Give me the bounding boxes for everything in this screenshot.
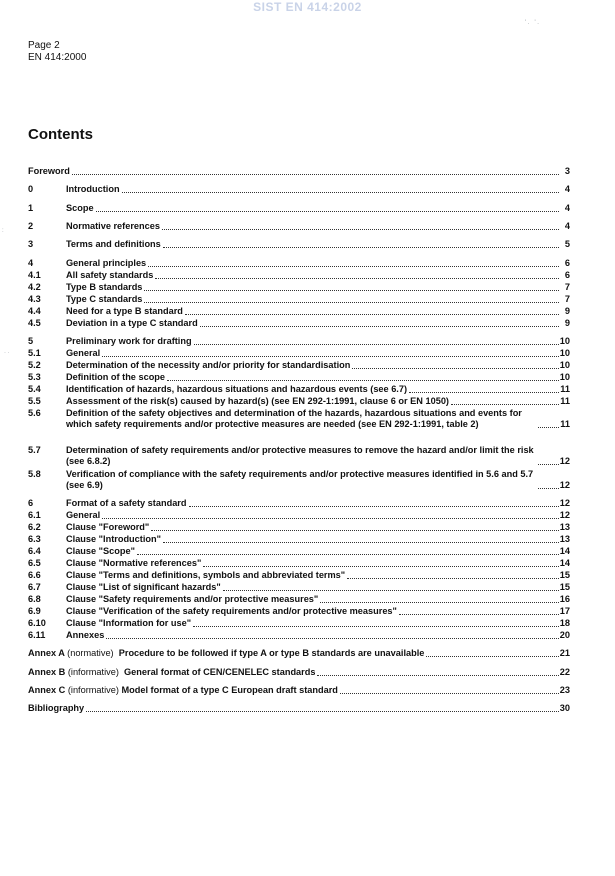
toc-entry-number: 5.4 [28,384,41,394]
toc-entry-page: 12 [559,510,570,520]
toc-entry[interactable] [28,384,570,395]
toc-entry-number: 1 [28,203,34,213]
toc-entry[interactable] [28,318,570,329]
toc-entry-number: 6.5 [28,558,41,568]
toc-entry-page: 10 [559,372,570,382]
toc-entry[interactable] [28,546,570,557]
toc-entry-page: 13 [559,522,570,532]
toc-entry-page: 14 [559,558,570,568]
dot-leader [185,314,559,315]
dot-leader [163,542,559,543]
toc-entry-page: 11 [560,384,570,394]
toc-entry-page: 5 [564,239,570,249]
toc-entry-number: 6.3 [28,534,41,544]
toc-annex-c[interactable] [28,685,570,696]
toc-entry-page: 23 [559,685,570,695]
toc-entry-number: 4.1 [28,270,41,280]
toc-entry-number: 0 [28,184,34,194]
dot-leader [148,266,559,267]
toc-entry[interactable] [28,558,570,569]
toc-entry[interactable] [28,294,570,305]
toc-entry-page: 15 [559,582,570,592]
dot-leader [203,566,558,567]
toc-entry-number: 5.5 [28,396,41,406]
toc-entry-page: 22 [559,667,570,677]
toc-entry[interactable] [28,184,570,195]
toc-entry[interactable] [28,166,570,177]
toc-entry-number: 5.6 [28,408,41,418]
dot-leader [340,693,559,694]
dot-leader [144,302,559,303]
toc-entry-title: Identification of hazards, hazardous situations and hazardous events (see 6.7) [66,384,408,394]
toc-entry-page: 15 [559,570,570,580]
toc-entry-number: 4 [28,258,34,268]
dot-leader [426,656,558,657]
toc-entry-number: 5.8 [28,469,41,479]
toc-bibliography[interactable] [28,703,570,714]
dot-leader [122,192,559,193]
toc-entry-page: 14 [559,546,570,556]
dot-leader [137,554,559,555]
annex-label: Annex A (normative) Procedure to be followed if type A or type B standards are unavailable [28,648,425,658]
toc-entry-page: 4 [564,221,570,231]
toc-entry-title: Terms and definitions [66,239,161,249]
toc-entry[interactable] [28,282,570,293]
toc-entry-number: 6 [28,498,34,508]
toc-entry-title: Clause "Scope" [66,546,135,556]
toc-entry-title: Clause "Introduction" [66,534,161,544]
toc-entry-page: 6 [564,270,570,280]
dot-leader [72,174,559,175]
toc-entry-title: Annexes [66,630,105,640]
toc-entry-title: Normative references [66,221,160,231]
toc-entry[interactable] [28,606,570,617]
annex-label: Annex C (informative) Model format of a type C European draft standard [28,685,338,695]
dot-leader [86,711,559,712]
toc-entry-number: 4.4 [28,306,41,316]
dot-leader [193,626,559,627]
toc-entry[interactable] [28,258,570,269]
dot-leader [538,464,559,465]
toc-entry-page: 9 [564,318,570,328]
toc-entry[interactable] [28,469,570,491]
page-number: Page 2 [28,40,60,51]
dot-leader [163,247,559,248]
dot-leader [167,380,559,381]
toc-entry-title: Introduction [66,184,120,194]
toc-entry-page: 6 [564,258,570,268]
scan-artifact: · · [4,350,10,356]
toc-entry-number: 5.2 [28,360,41,370]
toc-entry-page: 11 [560,419,570,429]
toc-entry-number: 6.1 [28,510,41,520]
toc-entry-page: 10 [559,336,570,346]
toc-entry-number: 4.3 [28,294,41,304]
toc-entry-page: 30 [559,703,570,713]
annex-label: Annex B (informative) General format of CEN/CENELEC standards [28,667,316,677]
toc-entry-number: 5.3 [28,372,41,382]
toc-entry-title: General principles [66,258,147,268]
toc-entry-title: Clause "Safety requirements and/or protective measures" [66,594,319,604]
toc-entry-page: 16 [559,594,570,604]
toc-entry-page: 12 [559,456,570,466]
dot-leader [538,427,559,428]
toc-entry-page: 4 [564,203,570,213]
toc-entry-number: 6.9 [28,606,41,616]
dot-leader [162,229,559,230]
dot-leader [409,392,559,393]
toc-entry-number: 6.10 [28,618,46,628]
toc-entry-page: 17 [559,606,570,616]
toc-entry-number: 6.6 [28,570,41,580]
toc-entry-page: 13 [559,534,570,544]
toc-entry-number: 5.7 [28,445,41,455]
toc-entry-title: Definition of the scope [66,372,166,382]
toc-entry-title: Type B standards [66,282,143,292]
dot-leader [144,290,559,291]
dot-leader [151,530,559,531]
toc-entry-number: 6.4 [28,546,41,556]
dot-leader [352,368,558,369]
toc-entry-title: Determination of the necessity and/or priority for standardisation [66,360,351,370]
toc-entry-page: 10 [559,360,570,370]
toc-entry-number: 5 [28,336,34,346]
toc-entry-page: 12 [559,480,570,490]
dot-leader [155,278,559,279]
toc-entry[interactable] [28,510,570,521]
scan-artifact: : [2,228,4,234]
standard-id: EN 414:2000 [28,52,87,63]
toc-entry[interactable] [28,221,570,232]
dot-leader [538,488,559,489]
toc-entry[interactable] [28,618,570,629]
toc-entry-number: 2 [28,221,34,231]
dot-leader [102,356,559,357]
toc-entry-page: 3 [564,166,570,176]
toc-entry[interactable] [28,534,570,545]
dot-leader [96,211,559,212]
toc-entry-page: 7 [564,294,570,304]
toc-entry-title: General [66,510,101,520]
toc-entry-title: Clause "Information for use" [66,618,192,628]
toc-entry-title: Definition of the safety objectives and determination of the hazards, hazardous situations and events for which safety requirements and/or protective measures are needed (see EN 292-1:1991, table 2) [66,408,522,429]
toc-entry-title: Clause "Terms and definitions, symbols and abbreviated terms" [66,570,346,580]
dot-leader [451,404,559,405]
toc-entry[interactable] [28,594,570,605]
toc-entry-page: 7 [564,282,570,292]
dot-leader [347,578,559,579]
toc-entry[interactable] [28,582,570,593]
toc-entry-number: 4.5 [28,318,41,328]
toc-entry[interactable] [28,445,570,467]
dot-leader [317,675,558,676]
toc-entry-title: All safety standards [66,270,154,280]
toc-entry-number: 6.8 [28,594,41,604]
toc-entry-title: Clause "List of significant hazards" [66,582,221,592]
dot-leader [189,506,559,507]
dot-leader [194,344,559,345]
toc-entry-page: 11 [560,396,570,406]
toc-entry[interactable] [28,336,570,347]
toc-entry[interactable] [28,360,570,371]
toc-entry-page: 9 [564,306,570,316]
toc-entry-title: Format of a safety standard [66,498,187,508]
toc-entry[interactable] [28,498,570,509]
toc-entry-title: Verification of compliance with the safety requirements and/or protective measures identified in 5.6 and 5.7 (see 6.9) [66,469,534,490]
toc-entry-title: Preliminary work for drafting [66,336,192,346]
toc-entry[interactable] [28,570,570,581]
toc-entry-page: 21 [559,648,570,658]
toc-entry-title: General [66,348,101,358]
toc-entry-number: 6.11 [28,630,46,640]
toc-annex-b[interactable] [28,667,570,678]
toc-entry-number: 3 [28,239,34,249]
toc-entry-number: 4.2 [28,282,41,292]
watermark: SIST EN 414:2002 [253,0,362,14]
toc-entry[interactable] [28,372,570,383]
toc-entry[interactable] [28,396,570,407]
toc-entry-page: 12 [559,498,570,508]
toc-entry-title: Clause "Foreword" [66,522,150,532]
toc-entry-number: 6.7 [28,582,41,592]
toc-entry-title: Clause "Verification of the safety requirements and/or protective measures" [66,606,397,616]
scan-artifact: ' . ' . [525,20,539,26]
toc-entry-page: 4 [564,184,570,194]
toc-entry-page: 20 [559,630,570,640]
dot-leader [102,518,559,519]
toc-entry-title: Bibliography [28,703,85,713]
toc-entry[interactable] [28,270,570,281]
toc-entry-title: Deviation in a type C standard [66,318,198,328]
dot-leader [320,602,558,603]
toc-entry-title: Foreword [28,166,70,176]
toc-entry-title: Determination of safety requirements and/or protective measures to remove the hazard and/or limit the risk (see 6.8.2) [66,445,534,466]
toc-entry-number: 6.2 [28,522,41,532]
toc-entry-page: 18 [559,618,570,628]
toc-entry[interactable] [28,522,570,533]
toc-entry-title: Clause "Normative references" [66,558,202,568]
toc-entry[interactable] [28,239,570,250]
toc-entry-title: Type C standards [66,294,143,304]
toc-entry-page: 10 [559,348,570,358]
toc-entry-title: Scope [66,203,94,213]
contents-title: Contents [28,126,93,143]
toc-entry[interactable] [28,306,570,317]
dot-leader [399,614,559,615]
toc-entry-title: Need for a type B standard [66,306,183,316]
dot-leader [223,590,559,591]
toc-entry[interactable] [28,203,570,214]
toc-entry-number: 5.1 [28,348,41,358]
toc-annex-a[interactable] [28,648,570,659]
toc-entry[interactable] [28,408,570,430]
toc-entry[interactable] [28,630,570,641]
dot-leader [200,326,559,327]
toc-entry-title: Assessment of the risk(s) caused by hazard(s) (see EN 292-1:1991, clause 6 or EN 1050) [66,396,449,406]
toc-entry[interactable] [28,348,570,359]
dot-leader [106,638,558,639]
